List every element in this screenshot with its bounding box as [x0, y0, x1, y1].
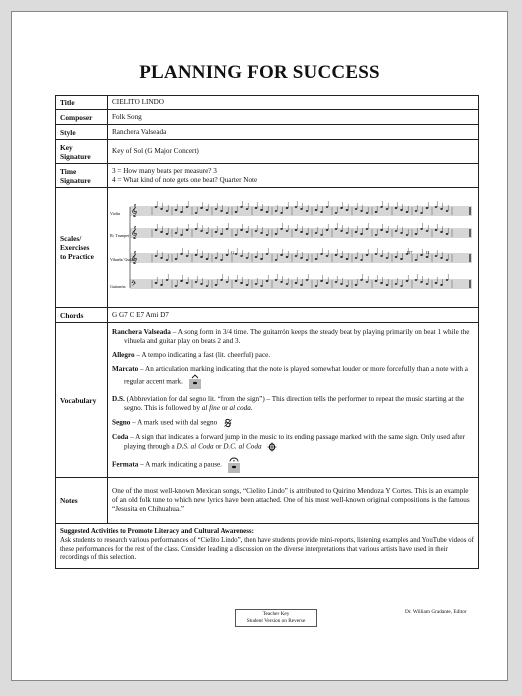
note-head	[420, 281, 423, 283]
vocab-definition: – A sign that indicates a forward jump in the music to its ending passage marked with the same sign. Only used after playing through a	[124, 433, 465, 451]
note-head	[220, 259, 223, 261]
chord-symbol-g2: G	[426, 250, 430, 256]
note-head	[275, 210, 278, 212]
vocab-emphasis: D.C. al Coda	[223, 442, 262, 451]
note-head	[220, 210, 223, 212]
note-head	[326, 229, 329, 231]
note-head	[420, 254, 423, 256]
activities-cell	[56, 524, 479, 569]
note-head	[195, 281, 198, 283]
note-head	[366, 254, 369, 256]
note-head	[275, 233, 278, 235]
note-head	[186, 282, 189, 284]
note-head	[320, 234, 323, 236]
note-head	[386, 284, 389, 286]
note-head	[386, 231, 389, 233]
note-head	[195, 228, 198, 230]
note-head	[315, 209, 318, 211]
note-head	[206, 285, 209, 287]
note-head	[226, 228, 229, 230]
chords-label: Chords	[56, 308, 108, 323]
note-head	[386, 257, 389, 259]
note-head	[380, 206, 383, 208]
note-head	[400, 232, 403, 234]
vocab-definition: – A song form in 3/4 time. The guitarrón keeps the steady beat by playing primarily on beat 1 while the vihuela and guitar play on beats 2 and 3.	[124, 328, 470, 346]
note-head	[446, 210, 449, 212]
note-head	[295, 282, 298, 284]
vocab-definition: or	[213, 442, 224, 451]
note-head	[215, 284, 218, 286]
activities-text: Ask students to research various performances of “Cielito Lindo”, then have students provide mini-reports, listening examples and YouTube videos of these performances for the rest of the class. Consider leading a discussion on the diverse interpretations that various artists have used in their recordings of this selection.	[60, 536, 474, 562]
vocab-definition: – A mark indicating a pause.	[138, 460, 222, 469]
note-head	[200, 283, 203, 285]
teacher-key-box	[235, 609, 317, 627]
instrument-label-trumpet: B♭ Trumpet	[110, 233, 130, 239]
note-head	[160, 284, 163, 286]
note-head	[435, 229, 438, 231]
note-head	[326, 206, 329, 208]
note-head	[395, 256, 398, 258]
vocab-segno	[112, 418, 474, 428]
note-head	[340, 230, 343, 232]
style-row	[56, 125, 479, 140]
note-head	[306, 259, 309, 261]
vocab-term: Coda	[112, 433, 129, 442]
note-head	[160, 208, 163, 210]
note-head	[220, 279, 223, 281]
note-head	[426, 256, 429, 258]
note-head	[300, 231, 303, 233]
note-head	[260, 258, 263, 260]
scales-label-line1: Scales/	[60, 233, 82, 243]
note-head	[335, 281, 338, 283]
note-head	[195, 212, 198, 214]
note-head	[186, 206, 189, 208]
clef-icon: 𝄞	[131, 227, 138, 240]
vocab-term: Fermata	[112, 460, 139, 469]
vocab-emphasis: D.S. al Coda	[176, 442, 214, 451]
note-head	[280, 228, 283, 230]
time-row	[56, 164, 479, 188]
score-cell	[108, 188, 479, 308]
note-head	[166, 233, 169, 235]
note-head	[446, 259, 449, 261]
time-value	[108, 164, 479, 188]
note-head	[415, 279, 418, 281]
note-head	[260, 209, 263, 211]
note-head	[266, 234, 269, 236]
note-head	[426, 283, 429, 285]
note-head	[326, 255, 329, 257]
title-row	[56, 96, 479, 110]
note-head	[266, 211, 269, 213]
note-head	[246, 284, 249, 286]
note-head	[380, 229, 383, 231]
note-head	[206, 232, 209, 234]
note-head	[306, 210, 309, 212]
note-head	[180, 280, 183, 282]
clef-icon: 𝄞	[131, 252, 138, 265]
note-head	[300, 208, 303, 210]
note-head	[355, 257, 358, 259]
note-head	[200, 230, 203, 232]
time-question-1: 3 = How many beats per measure? 3	[112, 166, 217, 175]
note-head	[240, 255, 243, 257]
note-head	[306, 279, 309, 281]
composer-label: Composer	[56, 110, 108, 125]
note-head	[175, 209, 178, 211]
coda-symbol-icon	[267, 442, 277, 452]
note-head	[295, 255, 298, 257]
note-head	[175, 258, 178, 260]
note-head	[355, 208, 358, 210]
note-head	[366, 281, 369, 283]
note-head	[300, 284, 303, 286]
note-head	[215, 231, 218, 233]
worksheet-page	[11, 11, 508, 681]
note-head	[386, 208, 389, 210]
note-head	[235, 253, 238, 255]
note-head	[400, 209, 403, 211]
note-head	[215, 257, 218, 259]
instrument-label-violin: Violin	[110, 211, 120, 217]
note-head	[340, 207, 343, 209]
fermata-symbol-icon	[228, 457, 240, 473]
note-head	[246, 257, 249, 259]
note-head	[380, 282, 383, 284]
note-head	[206, 258, 209, 260]
teacher-key-label: Teacher Key	[262, 611, 290, 617]
segno-symbol-icon	[223, 418, 233, 428]
time-question-2: 4 = What kind of note gets one beat? Quarter Note	[112, 175, 258, 184]
note-head	[260, 232, 263, 234]
activities-heading: Suggested Activities to Promote Literacy and Cultural Awareness:	[60, 528, 254, 536]
note-head	[326, 282, 329, 284]
key-row	[56, 140, 479, 164]
note-head	[280, 212, 283, 214]
instrument-label-guitarron: Guitarrón	[110, 284, 126, 290]
note-head	[335, 212, 338, 214]
note-head	[286, 256, 289, 258]
note-head	[160, 257, 163, 259]
note-head	[415, 210, 418, 212]
note-head	[406, 280, 409, 282]
notes-row	[56, 478, 479, 524]
note-head	[180, 253, 183, 255]
note-head	[206, 209, 209, 211]
note-head	[435, 206, 438, 208]
vocab-marcato	[112, 365, 474, 390]
student-version-label: Student Version on Reverse	[246, 617, 306, 624]
vocabulary-row	[56, 323, 479, 478]
note-head	[255, 283, 258, 285]
vocab-definition: or	[219, 404, 230, 413]
editor-credit: Dr. William Gradante, Editor	[405, 609, 467, 615]
scales-label-line3: to Practice	[60, 252, 94, 262]
clef-icon: 𝄞	[131, 205, 138, 218]
note-head	[395, 207, 398, 209]
note-head	[340, 283, 343, 285]
note-head	[400, 258, 403, 260]
note-head	[415, 259, 418, 261]
note-head	[240, 206, 243, 208]
note-head	[355, 284, 358, 286]
vocab-ranchera	[112, 328, 474, 346]
note-head	[155, 282, 158, 284]
chords-value: G G7 C E7 Ami D7	[108, 308, 479, 323]
note-head	[275, 259, 278, 261]
planning-table	[55, 95, 479, 569]
note-head	[426, 230, 429, 232]
note-head	[346, 285, 349, 287]
note-head	[440, 257, 443, 259]
note-head	[380, 255, 383, 257]
vocab-term: D.S.	[112, 395, 125, 404]
note-head	[180, 234, 183, 236]
note-head	[440, 284, 443, 286]
vocab-term: Segno	[112, 418, 131, 427]
title-label: Title	[56, 96, 108, 110]
note-head	[360, 279, 363, 281]
note-head	[255, 207, 258, 209]
style-label: Style	[56, 125, 108, 140]
note-head	[275, 279, 278, 281]
note-head	[175, 232, 178, 234]
vocab-coda	[112, 433, 474, 452]
note-head	[315, 285, 318, 287]
note-head	[295, 229, 298, 231]
title-value: CIELITO LINDO	[108, 96, 479, 110]
key-label	[56, 140, 108, 164]
note-head	[360, 259, 363, 261]
note-head	[320, 211, 323, 213]
vocab-allegro	[112, 351, 474, 360]
note-head	[235, 234, 238, 236]
note-head	[395, 230, 398, 232]
note-head	[235, 211, 238, 213]
note-head	[435, 282, 438, 284]
note-head	[435, 255, 438, 257]
chord-symbol-d7: D7	[407, 250, 413, 256]
time-label-line1: Time	[60, 166, 77, 176]
vocab-emphasis: al coda.	[229, 404, 253, 413]
note-head	[446, 279, 449, 281]
note-head	[346, 232, 349, 234]
note-head	[186, 255, 189, 257]
note-head	[175, 285, 178, 287]
note-head	[266, 280, 269, 282]
note-head	[335, 254, 338, 256]
note-head	[375, 253, 378, 255]
note-head	[375, 211, 378, 213]
page-title: PLANNING FOR SUCCESS	[139, 62, 380, 83]
instrument-label-guitar: Vihuela/ Guitar	[110, 257, 135, 263]
scales-label	[56, 188, 108, 308]
note-head	[155, 229, 158, 231]
notes-value: One of the most well-known Mexican songs, “Cielito Lindo” is attributed to Quirino Mendoza Y Cortes. This is an example of an old folk tune to which new lyrics have been attached. One of his most well-known original compositions is the famous “Jesusita en Chihuahua.”	[108, 478, 479, 524]
note-head	[200, 256, 203, 258]
note-head	[346, 258, 349, 260]
note-head	[315, 232, 318, 234]
note-head	[406, 211, 409, 213]
note-head	[246, 208, 249, 210]
note-head	[366, 228, 369, 230]
vocab-term: Marcato	[112, 365, 139, 374]
vocab-definition: (Abbreviation for dal segno lit. “from the sign”) – This direction tells the performer to repeat the music starting at the segno. This is followed by	[124, 395, 464, 413]
note-head	[375, 280, 378, 282]
note-head	[295, 206, 298, 208]
note-head	[286, 207, 289, 209]
note-head	[320, 280, 323, 282]
vocabulary-list	[108, 323, 479, 478]
vocab-emphasis: al fine	[201, 404, 220, 413]
note-head	[155, 255, 158, 257]
note-head	[200, 207, 203, 209]
note-head	[266, 253, 269, 255]
key-value: Key of Sol (G Major Concert)	[108, 140, 479, 164]
vocab-ds	[112, 395, 474, 413]
note-head	[180, 211, 183, 213]
scales-label-line2: Exercises	[60, 243, 90, 253]
note-head	[240, 282, 243, 284]
note-head	[360, 233, 363, 235]
note-head	[360, 210, 363, 212]
note-head	[246, 231, 249, 233]
time-label	[56, 164, 108, 188]
note-head	[286, 283, 289, 285]
vocab-definition: – An articulation marking indicating that the note is played somewhat louder or more forcefully than a note with a regular accent mark.	[124, 365, 468, 386]
note-head	[255, 256, 258, 258]
note-head	[166, 210, 169, 212]
note-head	[300, 257, 303, 259]
note-head	[446, 233, 449, 235]
note-head	[420, 212, 423, 214]
note-head	[366, 212, 369, 214]
key-label-line2: Signature	[60, 151, 91, 161]
vocab-definition: – A mark used with dal segno	[130, 418, 218, 427]
note-head	[280, 281, 283, 283]
note-head	[166, 279, 169, 281]
note-head	[340, 256, 343, 258]
chord-symbol-g: G	[231, 250, 235, 256]
note-head	[415, 233, 418, 235]
note-head	[426, 207, 429, 209]
note-head	[395, 283, 398, 285]
vocab-definition: – A tempo indicating a fast (lit. cheerful) pace.	[134, 351, 271, 360]
note-head	[220, 233, 223, 235]
style-value: Ranchera Valseada	[108, 125, 479, 140]
clef-icon: 𝄢	[131, 280, 137, 290]
chords-row	[56, 308, 479, 323]
note-head	[186, 229, 189, 231]
note-head	[420, 228, 423, 230]
note-head	[155, 206, 158, 208]
note-head	[346, 209, 349, 211]
vocab-term: Ranchera Valseada	[112, 328, 171, 337]
note-head	[166, 259, 169, 261]
marcato-symbol-icon	[189, 374, 201, 390]
note-head	[226, 212, 229, 214]
note-head	[306, 233, 309, 235]
note-head	[375, 234, 378, 236]
note-head	[280, 254, 283, 256]
note-head	[440, 208, 443, 210]
composer-row	[56, 110, 479, 125]
note-head	[400, 285, 403, 287]
score-excerpt	[108, 188, 476, 304]
note-head	[235, 280, 238, 282]
vocab-term: Allegro	[112, 351, 135, 360]
note-head	[440, 231, 443, 233]
notes-label: Notes	[56, 478, 108, 524]
note-head	[226, 281, 229, 283]
note-head	[260, 285, 263, 287]
time-label-line2: Signature	[60, 175, 91, 185]
activities-row	[56, 524, 479, 569]
note-head	[355, 231, 358, 233]
vocabulary-label: Vocabulary	[56, 323, 108, 478]
vocab-fermata	[112, 457, 474, 473]
note-head	[406, 234, 409, 236]
key-label-line1: Key	[60, 142, 73, 152]
note-head	[160, 231, 163, 233]
scales-row	[56, 188, 479, 308]
note-head	[240, 229, 243, 231]
note-head	[195, 254, 198, 256]
note-head	[320, 253, 323, 255]
note-head	[226, 254, 229, 256]
note-head	[255, 230, 258, 232]
note-head	[215, 208, 218, 210]
composer-value: Folk Song	[108, 110, 479, 125]
note-head	[286, 230, 289, 232]
note-head	[335, 228, 338, 230]
note-head	[315, 258, 318, 260]
